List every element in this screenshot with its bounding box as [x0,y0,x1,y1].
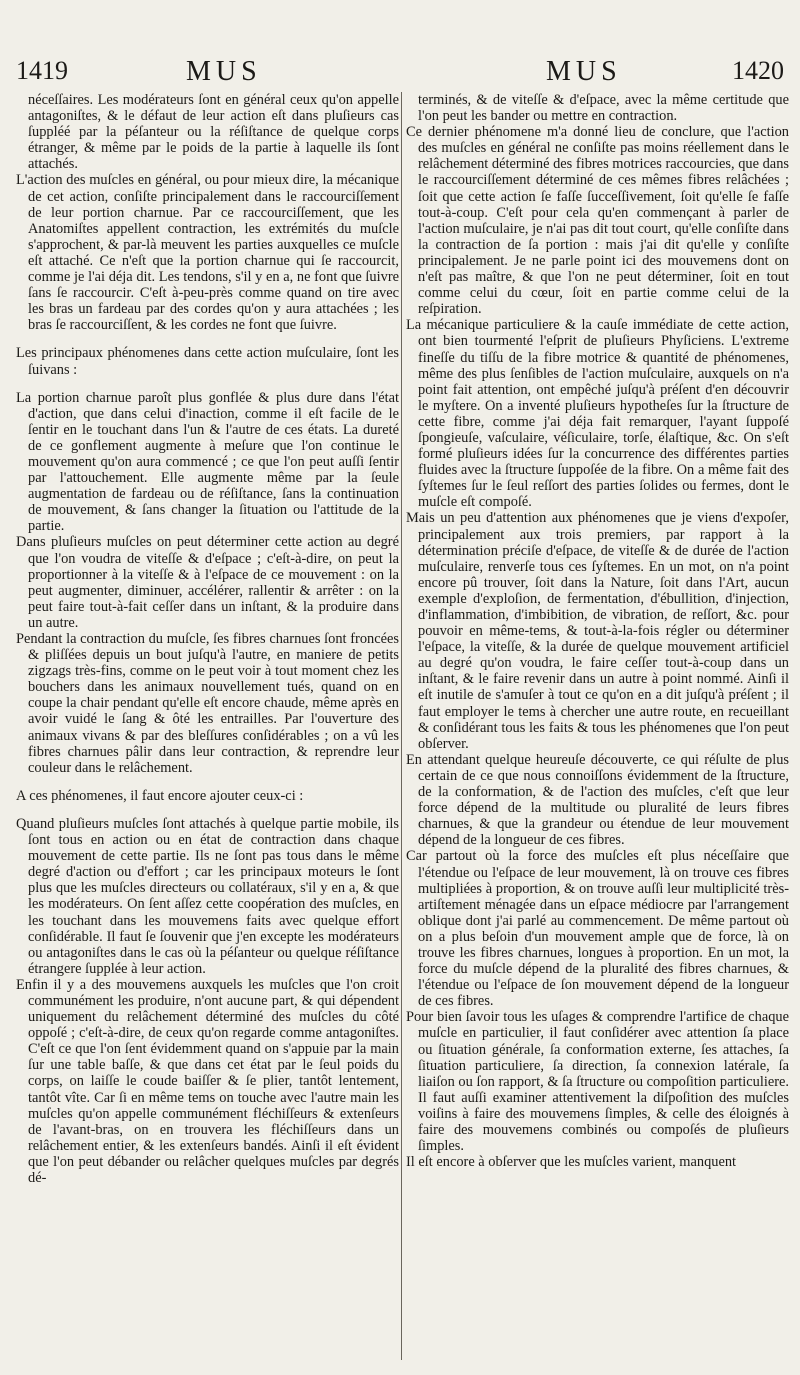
paragraph: Ce dernier phénomene m'a donné lieu de conclure, que l'action des muſcles en général ne conſiſte pas moins réellement dans le relâchement déterminé des fibres motrices raccourcies, que dans le raccourciſſement déterminé de ces mêmes fibres relâchées ; ſoit que cette action ſe faſſe ſucceſſivement, ſoit qu'elle ſe faſſe tout-à-coup. C'eſt pour cela qu'en commençant à parler de l'action muſculaire, je n'ai pas dit tout court, qu'elle conſiſte dans la contraction de ſa portion : mais j'ai dit qu'elle y conſiſte principalement. Je ne parle point ici des mouvemens dont on n'eſt pas maître, & que l'on ne peut déterminer, ſoit en tout comme celui du cœur, ſoit en partie comme celui de la reſpiration. [406,124,789,318]
right-headword: MUS [546,56,622,87]
paragraph: En attendant quelque heureuſe découverte, ce qui réſulte de plus certain de ce que nous connoiſſons évidemment de la ſtructure, de la conformation, & de l'action des muſcles, c'eſt que leur force dépend de la multitude ou pluralité de leurs fibres charnues, & que la grandeur ou étendue de leur mouvement dépend de la longueur de ces fibres. [406,751,789,849]
column-divider [401,92,402,1360]
paragraph: terminés, & de viteſſe & d'eſpace, avec la même certitude que l'on peut les bander ou mettre en contraction. [418,92,789,125]
paragraph: Mais un peu d'attention aux phénomenes que je viens d'expoſer, principalement aux trois premiers, par rapport à la détermination préciſe d'eſpace, de viteſſe & de durée de l'action muſculaire, renverſe tous ces ſyſtemes. En un mot, on n'a point encore pû trouver, ſoit dans la Nature, ſoit dans l'Art, aucun exemple d'exploſion, de fermentation, d'ébullition, d'injection, d'inflammation, d'imbibition, de vibration, de reſſort, &c. pour pouvoir en même-tems, & tout-à-la-fois régler ou déterminer l'eſpace, la viteſſe, & la durée de quelque mouvement artificiel au degré qu'on voudra, le faire ceſſer tout-à-coup dans un inſtant, & le faire revenir dans un autre à point nommé. Ainſi il eſt inutile de s'amuſer à tout ce qu'on en a dit juſqu'à préſent ; il faut employer le tems à chercher une autre route, en recueillant & conſidérant tous les faits & tous les phénomenes que l'on peut obſerver. [406,510,789,752]
right-column [406,92,789,1360]
left-headword: MUS [186,56,262,87]
left-column [16,92,399,1360]
right-page-number: 1420 [732,56,784,85]
left-page-number: 1419 [16,56,68,85]
paragraph: Dans pluſieurs muſcles on peut déterminer cette action au degré que l'on voudra de viteſſe & d'eſpace ; c'eſt-à-dire, on peut la proportionner à la viteſſe & à l'eſpace de ce mouvement : on la peut augmenter, diminuer, accélérer, rallentir & arrêter : on la peut faire tout-à-fait ceſſer dans un inſtant, & la produire dans un autre. [16,534,399,631]
paragraph: La portion charnue paroît plus gonflée & plus dure dans l'état d'action, que dans celui d'inaction, comme il eſt facile de le ſentir en le touchant dans l'un & l'autre de ces états. La dureté de ce gonflement augmente à meſure que l'on continue le mouvement qu'on aura commencé ; ce que l'on peut auſſi ſentir par l'attouchement. Elle augmente même par la ſeule augmentation de fardeau ou de réſiſtance, ſans la continuation de mouvement, & ſans changer la ſituation ou l'attitude de la partie. [16,389,399,535]
paragraph: Car partout où la force des muſcles eſt plus néceſſaire que l'étendue ou l'eſpace de leur mouvement, là on trouve ces fibres multipliées à proportion, & on trouve auſſi leur multiplicité très-artiſtement ménagée dans un eſpace médiocre par l'arrangement oblique dont j'ai parlé au commencement. De même partout où on a plus beſoin d'un mouvement ample que de force, là on trouve les fibres charnues, longues à proportion. En un mot, la force du muſcle dépend de la pluralité des fibres charnues, & l'étendue ou l'eſpace de ſon mouvement dépend de la longueur de ces fibres. [406,848,789,1010]
paragraph: Pendant la contraction du muſcle, ſes fibres charnues ſont froncées & pliſſées depuis un bout juſqu'à l'autre, en maniere de petits zigzags très-fins, comme on le peut voir à tout moment chez les bouchers dans les animaux nouvellement tués, quand on en coupe la chair pendant qu'elle eſt encore chaude, même après en avoir vuidé le ſang & ôté les entrailles. Par l'ouverture des animaux vivans & par des bleſſures conſidérables ; on a vû les fibres charnues pâlir dans leur contraction, & reprendre leur couleur dans le relâchement. [16,631,399,776]
paragraph: Les principaux phénomenes dans cette action muſculaire, ſont les ſuivans : [16,345,399,378]
paragraph: Quand pluſieurs muſcles ſont attachés à quelque partie mobile, ils ſont tous en action ou en état de contraction dans chaque mouvement de cette partie. Ils ne ſont pas tous dans le même degré d'action ou d'effort ; car les principaux moteurs le ſont plus que les muſcles directeurs ou collatéraux, s'il y en a, & que les modérateurs. On ſent aſſez cette coopération des muſcles, en les touchant dans les mouvemens faits avec quelque effort conſidérable. Il faut ſe ſouvenir que j'en excepte les modérateurs ou antagoniſtes dans le cas où la péſanteur ou quelque réſiſtance étrangere ſupplée à leur action. [16,815,399,977]
paragraph: L'action des muſcles en général, ou pour mieux dire, la mécanique de cet action, conſiſte principalement dans le raccourciſſement de leur portion charnue. Par ce raccourciſſement, que les Anatomiſtes appellent contraction, les extrémités du muſcle s'approchent, & par-là meuvent les parties auxquelles ce muſcle eſt attaché. Ce n'eſt que la portion charnue qui ſe raccourcit, comme je l'ai déja dit. Les tendons, s'il y en a, ne font que ſuivre ſans ſe raccourcir. C'eſt à-peu-près comme quand on tire avec les bras un fardeau par des cordes qu'on y aura attachées ; les bras ſe raccourciſſent, & les cordes ne font que ſuivre. [16,172,399,334]
paragraph: néceſſaires. Les modérateurs ſont en général ceux qu'on appelle antagoniſtes, & le défaut de leur action eſt dans pluſieurs cas ſuppléé par la péſanteur ou la réſiſtance de quelque corps étranger, & même par le poids de la partie à laquelle ils ſont attachés. [28,92,399,173]
paragraph: Enfin il y a des mouvemens auxquels les muſcles que l'on croit communément les produire, n'ont aucune part, & qui dépendent uniquement du relâchement déterminé des muſcles du côté oppoſé ; c'eſt-à-dire, de ceux qu'on regarde comme antagoniſtes. C'eſt ce que l'on ſent évidemment quand on s'appuie par la main ſur une table baſſe, & que dans cet état par le ſeul poids du corps, on laiſſe le coude baiſſer & ſe plier, tantôt lentement, tantôt vîte. Car ſi en même tems on touche avec l'autre main les muſcles qu'on appelle communément fléchiſſeurs & extenſeurs de l'avant-bras, on en trouvera les fléchiſſeurs dans un relâchement entier, & les extenſeurs bandés. Ainſi il eſt évident que l'on peut débander ou relâcher quelques muſcles par degrés dé- [16,976,399,1186]
running-head [16,56,784,90]
paragraph: La mécanique particuliere & la cauſe immédiate de cette action, ont bien tourmenté l'eſprit de pluſieurs Phyſiciens. L'extreme fineſſe du tiſſu de la fibre motrice & quantité de phénomenes, même des plus ſenſibles de l'action muſculaire, auxquels on n'a point fait attention, ont empêché juſqu'à préſent d'en découvrir le myſtere. On a inventé pluſieurs hypotheſes ſur la ſtructure de cette fibre, comme j'ai déja fait remarquer, l'ayant ſuppoſé ſpongieuſe, vaſculaire, véſiculaire, torſe, élaſtique, &c. On s'eſt formé pluſieurs idées ſur la concurrence des différentes parties fluides avec la ſtructure ſuppoſée de la fibre. On a même fait des ſyſtemes ſur le ſeul reſſort des parties ſolides ou fermes, dont le muſcle eſt compoſé. [406,317,789,511]
paragraph: Pour bien ſavoir tous les uſages & comprendre l'artifice de chaque muſcle en particulier, il faut conſidérer avec attention ſa place ou ſituation générale, ſa conformation externe, ſes attaches, ſa ſituation particuliere, ſa direction, ſa connexion latérale, ſa liaiſon ou ſon rapport, & ſa ſtructure ou compoſition particuliere. Il faut auſſi examiner attentivement la diſpoſition des muſcles voiſins à faire des mouvemens ſimples, & celle des éloignés à faire des mouvemens combinés ou compoſés de pluſieurs ſimples. [406,1009,789,1155]
paragraph: Il eſt encore à obſerver que les muſcles varient, manquent [406,1154,737,1171]
paragraph: A ces phénomenes, il faut encore ajouter ceux-ci : [16,787,304,804]
